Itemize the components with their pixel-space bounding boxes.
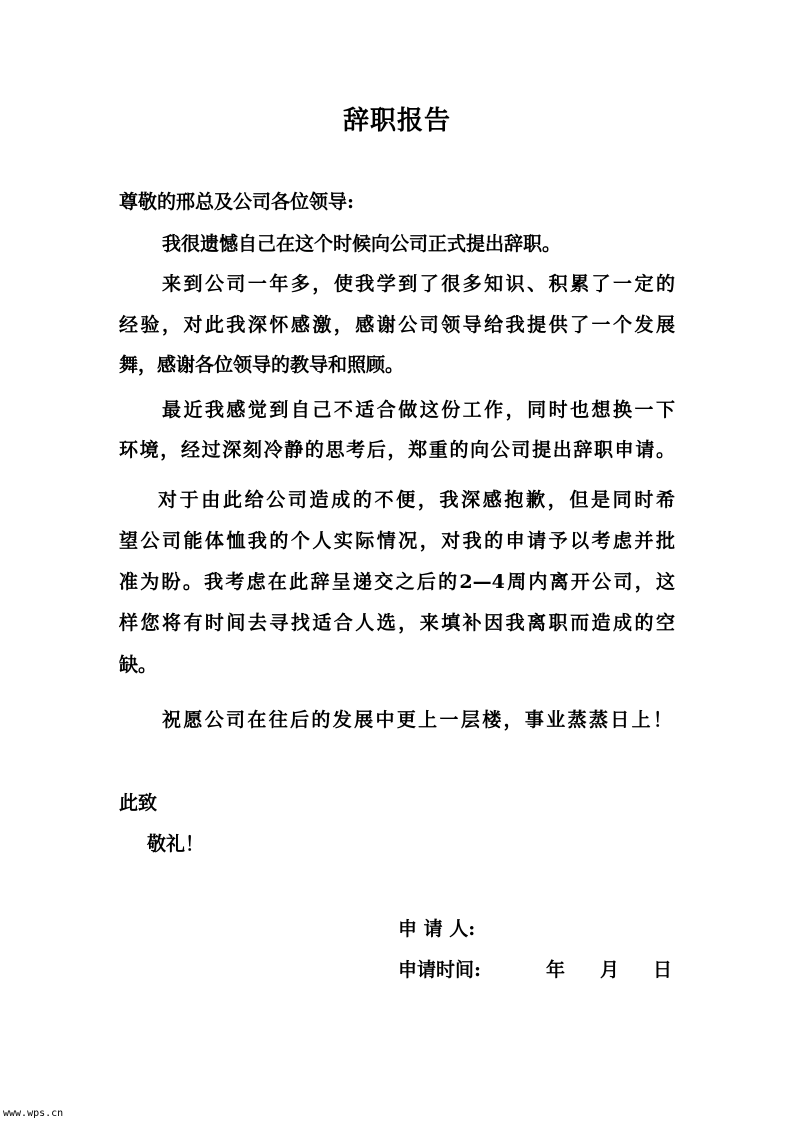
paragraph-2-line-1: 来到公司一年多，使我学到了很多知识、积累了一定的	[162, 273, 675, 295]
date-label: 申请时间:	[398, 959, 482, 981]
paragraph-2-line-3: 舞，感谢各位领导的教导和照顾。	[119, 354, 405, 376]
paragraph-3-line-1: 最近我感觉到自己不适合做这份工作，同时也想换一下	[162, 399, 675, 421]
paragraph-4-line-1: 对于由此给公司造成的不便，我深感抱歉，但是同时希	[158, 489, 675, 511]
applicant-label: 申 请 人:	[398, 918, 476, 940]
paragraph-2-line-2: 经验，对此我深怀感激，感谢公司领导给我提供了一个发展	[119, 314, 675, 336]
paragraph-4-line-3: 准为盼。我考虑在此辞呈递交之后的2—4周内离开公司，这	[119, 571, 675, 593]
footer-watermark: www.wps.cn	[3, 1108, 64, 1119]
paragraph-4-line-2: 望公司能体恤我的个人实际情况，对我的申请予以考虑并批	[119, 530, 675, 552]
closing-line-2: 敬礼！	[147, 833, 205, 855]
paragraph-4-line-4: 样您将有时间去寻找适合人选，来填补因我离职而造成的空	[119, 612, 675, 634]
paragraph-4-line-5: 缺。	[119, 654, 158, 676]
salutation: 尊敬的邢总及公司各位领导:	[119, 191, 355, 213]
date-day: 日	[653, 959, 673, 981]
document-title: 辞职报告	[342, 106, 451, 136]
paragraph-5-line-1: 祝愿公司在往后的发展中更上一层楼，事业蒸蒸日上！	[162, 709, 672, 731]
date-month: 月	[600, 959, 620, 981]
closing-line-1: 此致	[119, 792, 158, 814]
paragraph-3-line-2: 环境，经过深刻冷静的思考后，郑重的向公司提出辞职申请。	[119, 439, 675, 461]
paragraph-1-line-1: 我很遗憾自己在这个时候向公司正式提出辞职。	[162, 233, 562, 255]
date-year: 年	[546, 959, 566, 981]
